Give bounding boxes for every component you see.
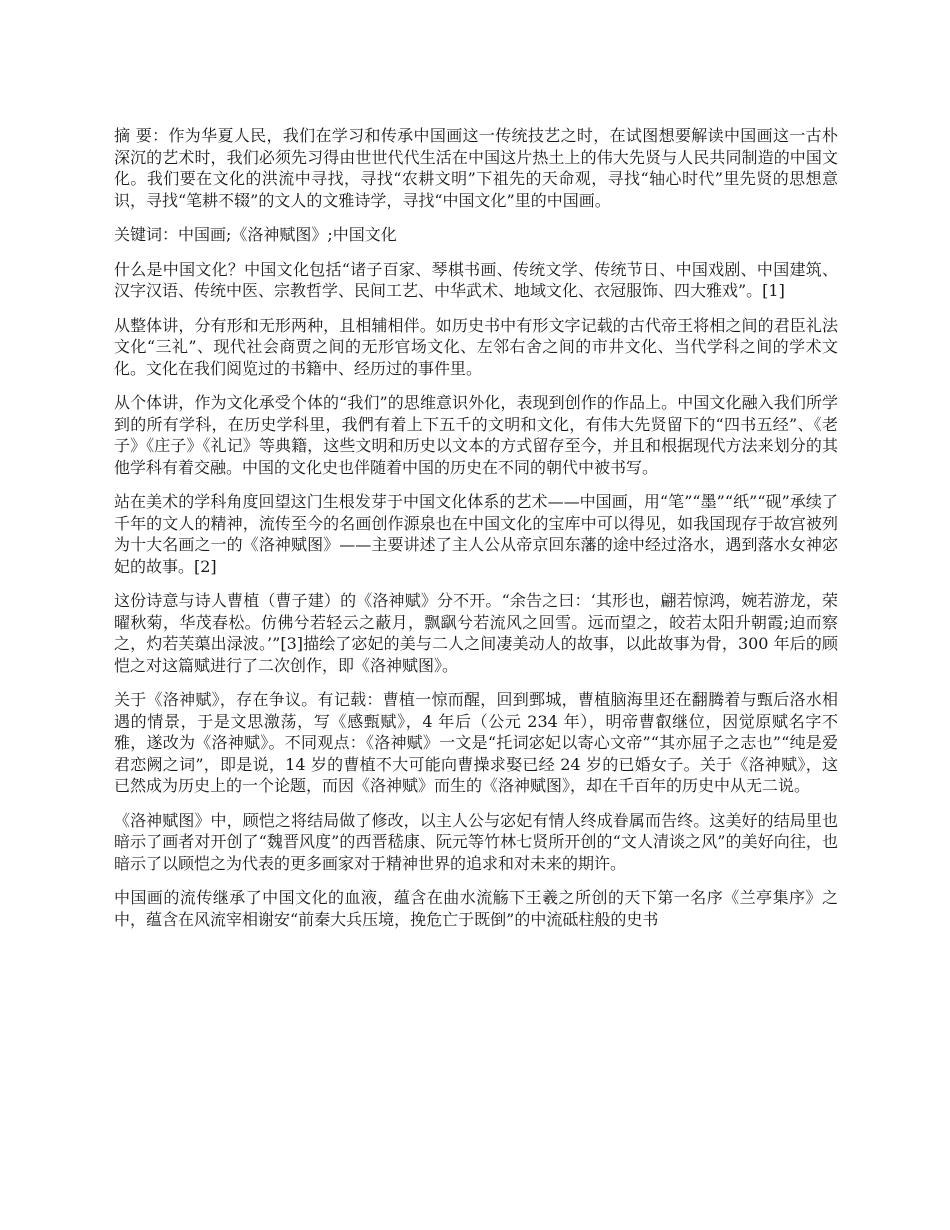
body-paragraph-6: 关于《洛神赋》，存在争议。有记载：曹植一惊而醒，回到鄄城，曹植脑海里还在翻腾着与甄后洛水相遇的情景，于是文思激荡，写《感甄赋》，4 年后（公元 234 年），明帝曹叡继位，因觉原赋名字不雅，遂改为《洛神赋》。不同观点：《洛神赋》一文是“托词宓妃以寄心文帝”“其亦屈子之志也”“纯是爱君恋阙之词”，即是说，14 岁的曹植不大可能向曹操求娶已经 24 岁的已婚女子。关于《洛神赋》，这已然成为历史上的一个论题，而因《洛神赋》而生的《洛神赋图》，却在千百年的历史中从无二说。 [114,690,838,795]
body-paragraph-2: 从整体讲，分有形和无形两种，且相辅相伴。如历史书中有形文字记载的古代帝王将相之间的君臣礼法文化“三礼”、现代社会商贾之间的无形官场文化、左邻右舍之间的市井文化、当代学科之间的学术文化。文化在我们阅览过的书籍中、经历过的事件里。 [114,315,838,378]
keywords-paragraph: 关键词：中国画;《洛神赋图》;中国文化 [114,225,397,244]
body-paragraph-4: 站在美术的学科角度回望这门生根发芽于中国文化体系的艺术——中国画，用“笔”“墨”“纸”“砚”承续了千年的文人的精神，流传至今的名画创作源泉也在中国文化的宝库中可以得见，如我国现存于故宫被列为十大名画之一的《洛神赋图》——主要讲述了主人公从帝京回东藩的途中经过洛水，遇到落水女神宓妃的故事。[2] [114,492,838,576]
body-paragraph-8: 中国画的流传继承了中国文化的血液，蕴含在曲水流觞下王羲之所创的天下第一名序《兰亭集序》之中，蕴含在风流宰相谢安“前秦大兵压境，挽危亡于既倒”的中流砥柱般的史书 [114,888,838,929]
abstract-paragraph: 摘 要：作为华夏人民，我们在学习和传承中国画这一传统技艺之时，在试图想要解读中国画这一古朴深沉的艺术时，我们必须先习得由世世代代生活在中国这片热土上的伟大先贤与人民共同制造的中国文化。我们要在文化的洪流中寻找，寻找“农耕文明”下祖先的天命观，寻找“轴心时代”里先贤的思想意识，寻找“笔耕不辍”的文人的文雅诗学，寻找“中国文化”里的中国画。 [114,126,838,210]
body-paragraph-1: 什么是中国文化？中国文化包括“诸子百家、琴棋书画、传统文学、传统节日、中国戏剧、中国建筑、汉字汉语、传统中医、宗教哲学、民间工艺、中华武术、地域文化、衣冠服饰、四大雅戏”。[1] [114,259,838,300]
body-paragraph-5: 这份诗意与诗人曹植（曹子建）的《洛神赋》分不开。“余告之曰：‘其形也，翩若惊鸿，婉若游龙，荣曜秋菊，华茂春松。仿佛兮若轻云之蔽月，飘飖兮若流风之回雪。远而望之，皎若太阳升朝霞;迫而察之，灼若芙蕖出渌波。’”[3]描绘了宓妃的美与二人之间凄美动人的故事，以此故事为骨，300 年后的顾恺之对这篇赋进行了二次创作，即《洛神赋图》。 [114,591,838,675]
body-paragraph-3: 从个体讲，作为文化承受个体的“我们”的思维意识外化，表现到创作的作品上。中国文化融入我们所学到的所有学科，在历史学科里，我們有着上下五千的文明和文化，有伟大先贤留下的“四书五经”、《老子》《庄子》《礼记》等典籍，这些文明和历史以文本的方式留存至今，并且和根据现代方法来划分的其他学科有着交融。中国的文化史也伴随着中国的历史在不同的朝代中被书写。 [114,393,838,477]
body-paragraph-7: 《洛神赋图》中，顾恺之将结局做了修改，以主人公与宓妃有情人终成眷属而告终。这美好的结局里也暗示了画者对开创了“魏晋风度”的西晋嵇康、阮元等竹林七贤所开创的“文人清谈之风”的美好向往，也暗示了以顾恺之为代表的更多画家对于精神世界的追求和对未来的期许。 [114,810,838,873]
document-body [114,125,838,943]
